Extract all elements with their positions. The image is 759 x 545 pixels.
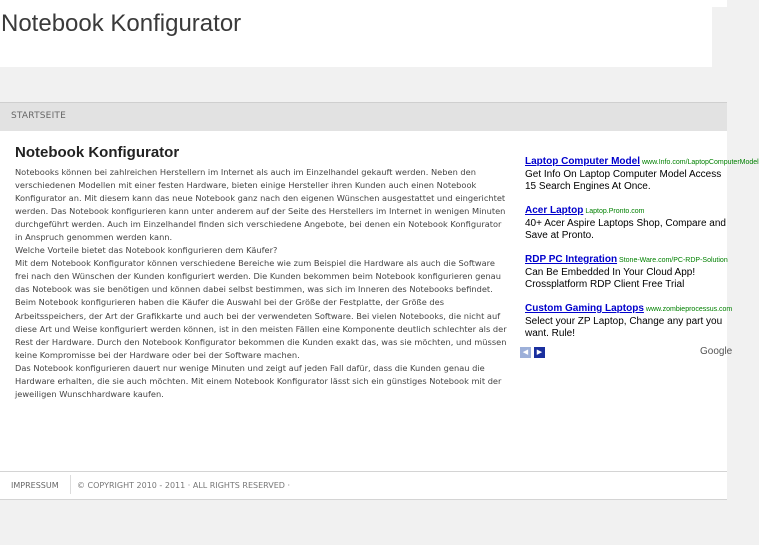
site-header bbox=[0, 7, 712, 67]
ads-by-google-brand[interactable]: Google bbox=[700, 346, 733, 357]
sponsored-ads bbox=[522, 151, 759, 361]
ad-description: Can Be Embedded In Your Cloud App! Crossplatform RDP Client Free Trial bbox=[525, 267, 696, 290]
ad-controls bbox=[522, 346, 735, 361]
article-paragraph: Mit dem Notebook Konfigurator können verschiedene Bereiche wie zum Beispiel die Hardware als auch die Software frei nach den Wünschen der Kunden konfiguriert werden. Die Kunden bekommen beim Notebook konfigurieren genau das Notebook was sie benötigen und können dabei selbst bestimmen, was sich im Inneren des Notebooks befindet. bbox=[15, 258, 501, 295]
ad-title-link[interactable]: Custom Gaming Laptops bbox=[525, 303, 644, 314]
main-content bbox=[0, 131, 759, 471]
nav-item-startseite[interactable]: STARTSEITE bbox=[11, 111, 67, 121]
ad-url[interactable]: www.zombieprocessus.com bbox=[645, 306, 733, 313]
chevron-left-icon[interactable]: ◀ bbox=[520, 347, 531, 358]
footer-divider bbox=[70, 475, 71, 494]
article-paragraph: Beim Notebook konfigurieren haben die Käufer die Auswahl bei der Größe der Festplatte, der Größe des Arbeitsspeichers, der Art der Grafikkarte und auch bei der verwendeten Software. Bei vielen Notebooks, die nicht auf diese Art und Weise konfiguriert werden können, ist in den meisten Fällen eine Komponente deutlich schlechter als der Rest der Hardware. Durch den Notebook Konfigurator bekommen die Kunden exakt das, was sie möchten, und müssen keine Kompromisse bei der Hardware oder bei der Software machen. bbox=[15, 297, 507, 360]
chevron-right-icon[interactable]: ▶ bbox=[534, 347, 545, 358]
site-title[interactable]: Notebook Konfigurator bbox=[1, 10, 242, 37]
article-paragraph: Notebooks können bei zahlreichen Herstellern im Internet als auch im Einzelhandel gekauft werden. Neben den verschiedenen Modellen mit einer festen Hardware, bieten einige Hersteller ihren Kunden auch einen Notebook Konfigurator an. Mit diesem kann das neue Notebook ganz nach den eigenen Wünschen ausgestattet und eingerichtet werden. Das Notebook konfigurieren kann unter anderem auf der Seite des Herstellers im Internet in wenigen Minuten durchgeführt werden. Auch im Einzelhandel finden sich verschiedene Angebote, bei denen ein Notebook Konfigurator in Anspruch genommen werden kann. bbox=[15, 167, 506, 243]
ad-url[interactable]: Laptop.Pronto.com bbox=[585, 208, 645, 215]
copyright-text: © COPYRIGHT 2010 - 2011 · ALL RIGHTS RESERVED · bbox=[77, 481, 291, 490]
ad-title-link[interactable]: Laptop Computer Model bbox=[525, 156, 640, 167]
ad-item bbox=[525, 249, 735, 290]
ad-item bbox=[525, 151, 759, 192]
ad-description: Select your ZP Laptop, Change any part you want. Rule! bbox=[525, 316, 723, 339]
ad-description: 40+ Acer Aspire Laptops Shop, Compare and Save at Pronto. bbox=[525, 218, 726, 241]
top-strip bbox=[0, 0, 727, 7]
ad-url[interactable]: Stone-Ware.com/PC-RDP-Solution bbox=[619, 257, 728, 264]
article-paragraph: Das Notebook konfigurieren dauert nur wenige Minuten und zeigt auf jeden Fall dafür, dass die Kunden genau die Hardware erhalten, die sie auch möchten. Mit einem Notebook Konfigurator lässt sich ein günstiges Notebook mit der jeweiligen Wunschhardware kaufen. bbox=[15, 362, 502, 399]
ad-description: Get Info On Laptop Computer Model Access 15 Search Engines At Once. bbox=[525, 169, 722, 192]
site-footer bbox=[0, 471, 727, 500]
ad-title-link[interactable]: RDP PC Integration bbox=[525, 254, 618, 265]
footer-link-impressum[interactable]: IMPRESSUM bbox=[11, 481, 59, 490]
ad-item bbox=[525, 298, 735, 339]
article-body bbox=[15, 166, 507, 401]
ad-item bbox=[525, 200, 735, 241]
main-nav bbox=[0, 102, 727, 132]
article-paragraph: Welche Vorteile bietet das Notebook konfigurieren dem Käufer? bbox=[15, 245, 278, 256]
ad-title-link[interactable]: Acer Laptop bbox=[525, 205, 584, 216]
article-title: Notebook Konfigurator bbox=[15, 144, 180, 161]
ad-url[interactable]: www.Info.com/LaptopComputerModel bbox=[642, 159, 759, 166]
